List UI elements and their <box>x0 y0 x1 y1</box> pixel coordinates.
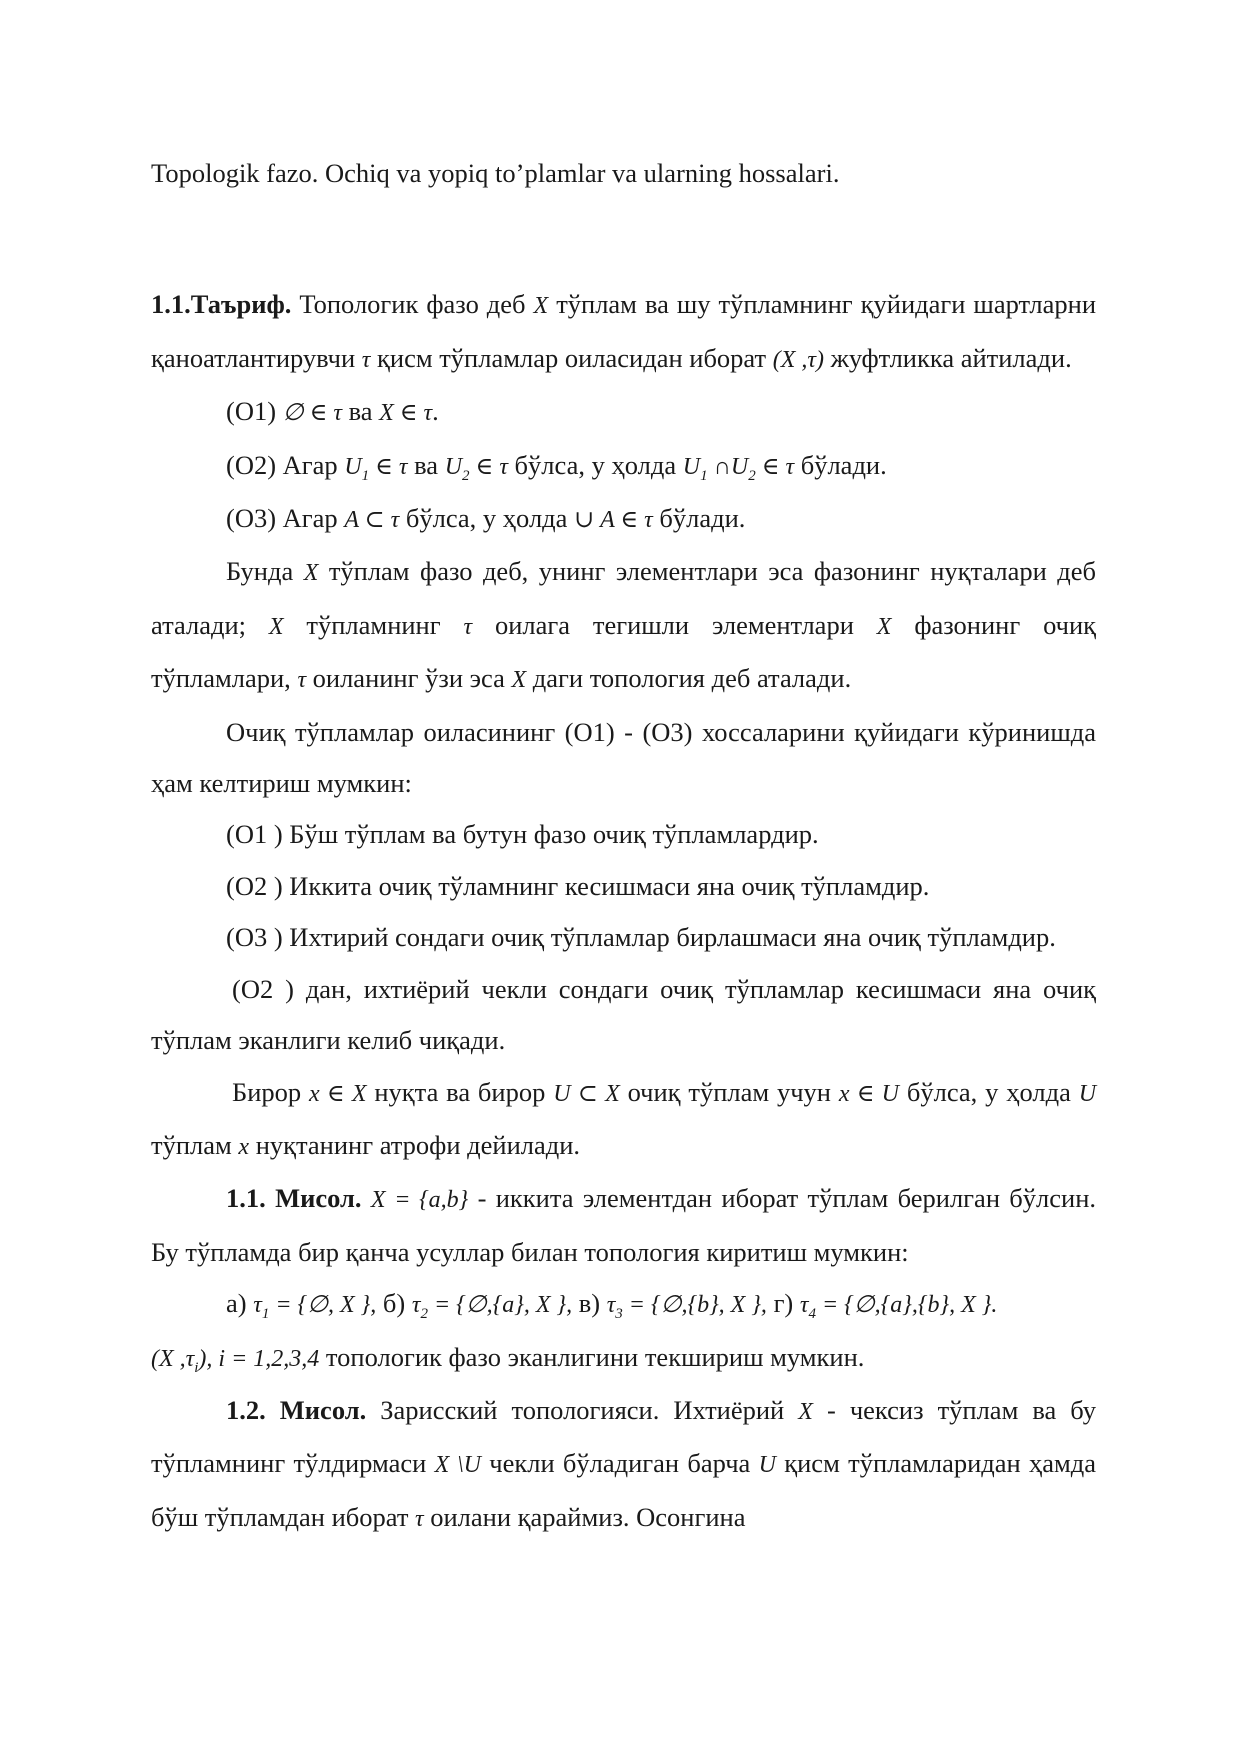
math-expression: A ⊂ τ <box>344 507 400 534</box>
example-1-conclusion <box>151 1332 1096 1385</box>
topology-item: б) $\tau_2$ = {∅,{a}, X }, <box>382 1288 573 1322</box>
axiom-label: (O1 ) <box>226 819 290 850</box>
text-span: бўлса, у ҳолда <box>405 503 568 534</box>
text-span: жуфтликка айтилади. <box>830 342 1072 373</box>
example-1-paragraph <box>151 1173 1096 1278</box>
text-span: Ихтирий сондаги очиқ тўпламлар бирлашмаси яна очиқ тўпламдир. <box>289 922 1056 953</box>
text-span: бўлса, у ҳолда <box>514 449 677 480</box>
text-span: тўплам фазо деб, унинг элементлари эса фазонинг нуқталари деб аталади; <box>151 556 1097 640</box>
text-span: ва <box>414 449 439 480</box>
topology-item: г) $\tau_4$ = {∅,{a},{b}, X }. <box>773 1288 998 1322</box>
axiom-label: (O3 ) <box>226 922 290 953</box>
text-span: бўлади. <box>800 449 887 480</box>
math-expression: U <box>1078 1080 1097 1107</box>
topology-item: в) $\tau_3$ = {∅,{b}, X }, <box>578 1288 767 1322</box>
math-expression: X <box>303 560 319 587</box>
example-label: 1.1. Мисол. <box>226 1183 362 1214</box>
open-sets-paragraph: Очиқ тўпламлар оиласининг (O1) - (O3) хоссаларини қуйидаги кўринишда ҳам келтириш мумкин: <box>151 716 1096 799</box>
math-expression: x ∈ X <box>309 1080 367 1107</box>
text-span: оилани қараймиз. Осонгина <box>430 1501 746 1532</box>
axiom-o2-prime <box>151 861 1096 912</box>
axiom-o3-prime <box>151 912 1096 963</box>
text-span: оиланинг ўзи эса <box>312 663 505 694</box>
axiom-label: (O2 ) <box>226 870 290 901</box>
math-expression: X <box>268 613 284 640</box>
math-expression: (X $,\tau_i$), i = 1,2,3,4 <box>151 1345 320 1376</box>
axiom-o1-prime <box>151 809 1096 860</box>
text-span: нуқта ва бирор <box>374 1076 546 1107</box>
text-span: ва <box>348 396 373 427</box>
neighborhood-paragraph <box>151 1067 1096 1174</box>
math-expression: x <box>238 1133 250 1160</box>
spacer <box>151 199 1096 279</box>
text-span: оилага тегишли элементлари <box>494 609 854 640</box>
math-expression: τ <box>361 346 371 373</box>
axiom-label: (O2 ) <box>232 973 294 1004</box>
math-expression: X <box>798 1398 813 1425</box>
math-expression: τ <box>463 613 473 640</box>
text-span: тўплам ва шу тўпламнинг қуйидаги шартларни қаноатлантирувчи <box>151 289 1097 373</box>
example-1-topologies <box>151 1278 1096 1331</box>
text-span: очиқ тўплам учун <box>627 1076 831 1107</box>
text-span: Иккита очиқ тўламнинг кесишмаси яна очиқ тўпламдир. <box>289 870 930 901</box>
text-span: дан, ихтиёрий чекли сондаги очиқ тўпламлар кесишмаси яна очиқ тўплам эканлиги келиб чиқади. <box>151 973 1096 1056</box>
text-span: Бунда <box>226 556 294 587</box>
space-paragraph <box>151 546 1096 706</box>
text-span: қисм тўпламлар оиласидан иборат <box>377 342 767 373</box>
document-page <box>151 148 1096 1545</box>
example-label: 1.2. Мисол. <box>226 1394 367 1425</box>
math-expression: X <box>876 613 892 640</box>
math-expression: U <box>758 1452 776 1479</box>
math-expression: X <box>511 667 527 694</box>
math-expression: (X ,τ) <box>772 346 824 373</box>
axiom-label: (O1) <box>226 396 277 427</box>
text-span: - иккита элементдан иборат тўплам берилган бўлсин. Бу тўпламда бир қанча усуллар билан топология киритиш мумкин: <box>151 1183 1097 1267</box>
axiom-o2 <box>151 440 1096 493</box>
math-expression: τ <box>297 667 307 694</box>
math-expression: ∪ A ∈ τ <box>574 507 653 534</box>
axiom-label: (O2) Агар <box>226 449 338 480</box>
corollary-paragraph <box>151 964 1096 1067</box>
text-span: топологик фазо эканлигини текшириш мумкин. <box>325 1341 865 1372</box>
text-span: фазонинг очиқ тўпламлари, <box>151 609 1097 694</box>
definition-paragraph <box>151 279 1096 386</box>
text-span: - чексиз тўплам ва бу тўпламнинг тўлдирмаси <box>151 1394 1097 1479</box>
math-expression: ∅ ∈ τ <box>282 400 342 427</box>
text-span: бўлса, у ҳолда <box>906 1076 1071 1107</box>
text-span: нуқтанинг атрофи дейилади. <box>255 1129 581 1160</box>
topology-item: а) $\tau_1$ = {∅, X }, <box>226 1288 377 1322</box>
axiom-o1 <box>151 386 1096 439</box>
text-span: Топологик фазо деб <box>299 289 526 320</box>
axiom-label: (O3) Агар <box>226 503 338 534</box>
text-span: . <box>432 396 439 427</box>
text-span: Зарисский топологияси. Ихтиёрий <box>380 1394 785 1425</box>
math-expression: X = {a,b} <box>370 1187 469 1214</box>
math-expression: $U_1$ $\cap U_2$ ∈ τ <box>682 453 795 484</box>
axiom-o3 <box>151 493 1096 546</box>
math-expression: $U_2$ ∈ τ <box>444 453 508 484</box>
definition-label: 1.1.Таъриф. <box>151 289 292 320</box>
example-2-paragraph <box>151 1385 1096 1545</box>
math-expression: x ∈ U <box>838 1080 900 1107</box>
text-span: бўлади. <box>659 503 746 534</box>
math-expression: X \U <box>434 1452 481 1479</box>
math-expression: X ∈ τ <box>379 400 433 427</box>
text-span: тўплам <box>151 1129 232 1160</box>
math-expression: U ⊂ X <box>553 1080 620 1107</box>
math-expression: τ <box>415 1505 424 1532</box>
text-span: тўпламнинг <box>306 609 441 640</box>
math-expression: X <box>533 293 549 320</box>
text-span: Бирор <box>232 1076 302 1107</box>
text-span: Бўш тўплам ва бутун фазо очиқ тўпламлардир. <box>289 819 819 850</box>
page-heading: Topologik fazo. Ochiq va yopiq to’plamlar va ularning hossalari. <box>151 158 840 188</box>
text-span: даги топология деб аталади. <box>532 663 852 694</box>
math-expression: $U_1$ ∈ τ <box>344 453 408 484</box>
text-span: чекли бўладиган барча <box>489 1448 751 1479</box>
text-span: қисм тўпламларидан ҳамда бўш тўпламдан иборат <box>151 1448 1097 1532</box>
